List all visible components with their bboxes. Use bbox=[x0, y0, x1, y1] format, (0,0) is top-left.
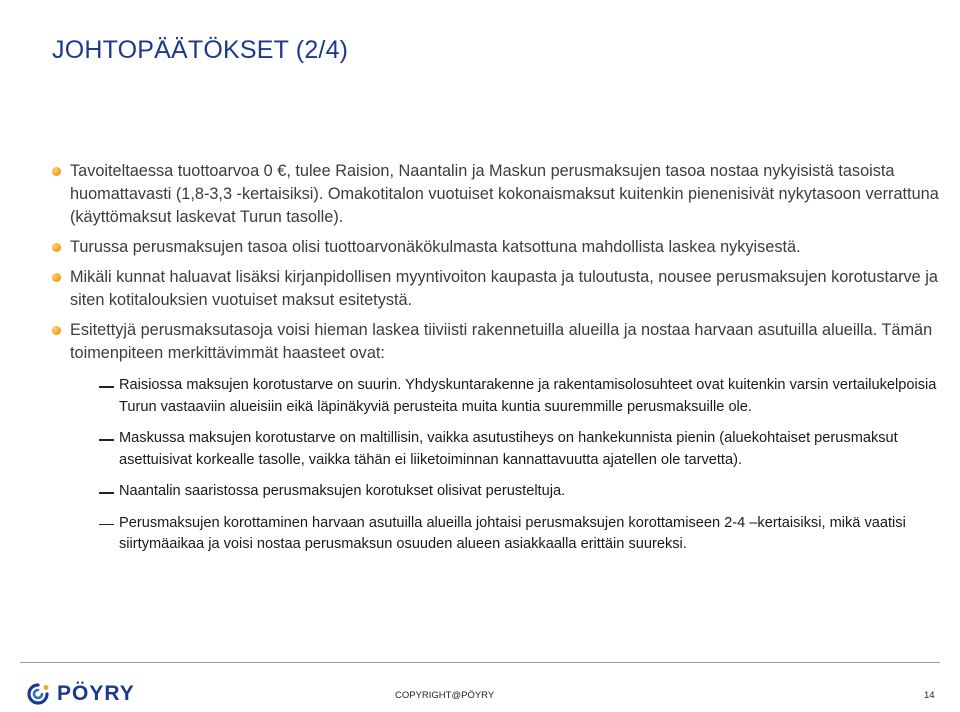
footer-divider bbox=[20, 662, 940, 663]
sub-bullet-list bbox=[52, 375, 942, 556]
bullet-list bbox=[52, 160, 942, 566]
orange-dot-bullet-icon bbox=[52, 273, 61, 282]
sub-bullet-item bbox=[52, 428, 942, 471]
orange-dot-bullet-icon bbox=[52, 243, 61, 252]
sub-bullet-item bbox=[52, 513, 942, 556]
sub-bullet-text: Maskussa maksujen korotustarve on maltillisin, vaikka asutustiheys on hankekunnista pienin (aluekohtaiset perusmaksut asettuisivat korkealle tasolle, vaikka tähän ei liiketoiminnan kannattavuutta ajatellen ole tarvetta). bbox=[119, 430, 898, 468]
company-logo bbox=[24, 682, 135, 706]
dash-icon bbox=[99, 524, 114, 526]
sub-bullet-text: Naantalin saaristossa perusmaksujen korotukset olisivat perusteltuja. bbox=[119, 483, 566, 499]
bullet-item bbox=[52, 160, 942, 229]
sub-bullet-text: Perusmaksujen korottaminen harvaan asutuilla alueilla johtaisi perusmaksujen korottamiseen 2-4 –kertaisiksi, mikä vaatisi siirtymäaikaa ja voisi nostaa perusmaksun osuuden alueen asiakkaalla erittäin suureksi. bbox=[119, 514, 906, 552]
poyry-swirl-logo-icon bbox=[24, 683, 52, 705]
dash-icon bbox=[99, 386, 114, 388]
page-title: JOHTOPÄÄTÖKSET (2/4) bbox=[52, 36, 349, 64]
sub-bullet-text: Raisiossa maksujen korotustarve on suurin. Yhdyskuntarakenne ja rakentamisolosuhteet ovat kuitenkin varsin vertailukelpoisia Turun vastaaviin alueisiin eikä läpinäkyviä perusteita muita kuntia suuremmille perusmaksuille ole. bbox=[119, 377, 937, 415]
bullet-text: Tavoiteltaessa tuottoarvoa 0 €, tulee Raision, Naantalin ja Maskun perusmaksujen tasoa nostaa nykyisistä tasoista huomattavasti (1,8-3,3 -kertaisiksi). Omakotitalon vuotuiset kokonaismaksut kuitenkin pienenisivät nykytasoon verrattuna (käyttömaksut laskevat Turun tasolle). bbox=[70, 162, 939, 226]
dash-icon bbox=[99, 439, 114, 441]
copyright-text: COPYRIGHT@PÖYRY bbox=[395, 690, 495, 701]
bullet-text: Turussa perusmaksujen tasoa olisi tuottoarvonäkökulmasta katsottuna mahdollista laskea nykyisestä. bbox=[70, 238, 801, 256]
logo-wordmark: PÖYRY bbox=[57, 682, 135, 705]
bullet-item bbox=[52, 319, 942, 365]
bullet-text: Mikäli kunnat haluavat lisäksi kirjanpidollisen myyntivoiton kaupasta ja tuloutusta, nousee perusmaksujen korotustarve ja siten kotitalouksien vuotuiset maksut esitetystä. bbox=[70, 268, 938, 309]
sub-bullet-item bbox=[52, 375, 942, 418]
bullet-item bbox=[52, 236, 942, 259]
bullet-item bbox=[52, 266, 942, 312]
bullet-text: Esitettyjä perusmaksutasoja voisi hieman laskea tiiviisti rakennetuilla alueilla ja nostaa harvaan asutuilla alueilla. Tämän toimenpiteen merkittävimmät haasteet ovat: bbox=[70, 321, 933, 362]
sub-bullet-item bbox=[52, 481, 942, 503]
dash-icon bbox=[99, 492, 114, 494]
orange-dot-bullet-icon bbox=[52, 167, 61, 176]
page-number: 14 bbox=[924, 690, 935, 701]
orange-dot-bullet-icon bbox=[52, 326, 61, 335]
